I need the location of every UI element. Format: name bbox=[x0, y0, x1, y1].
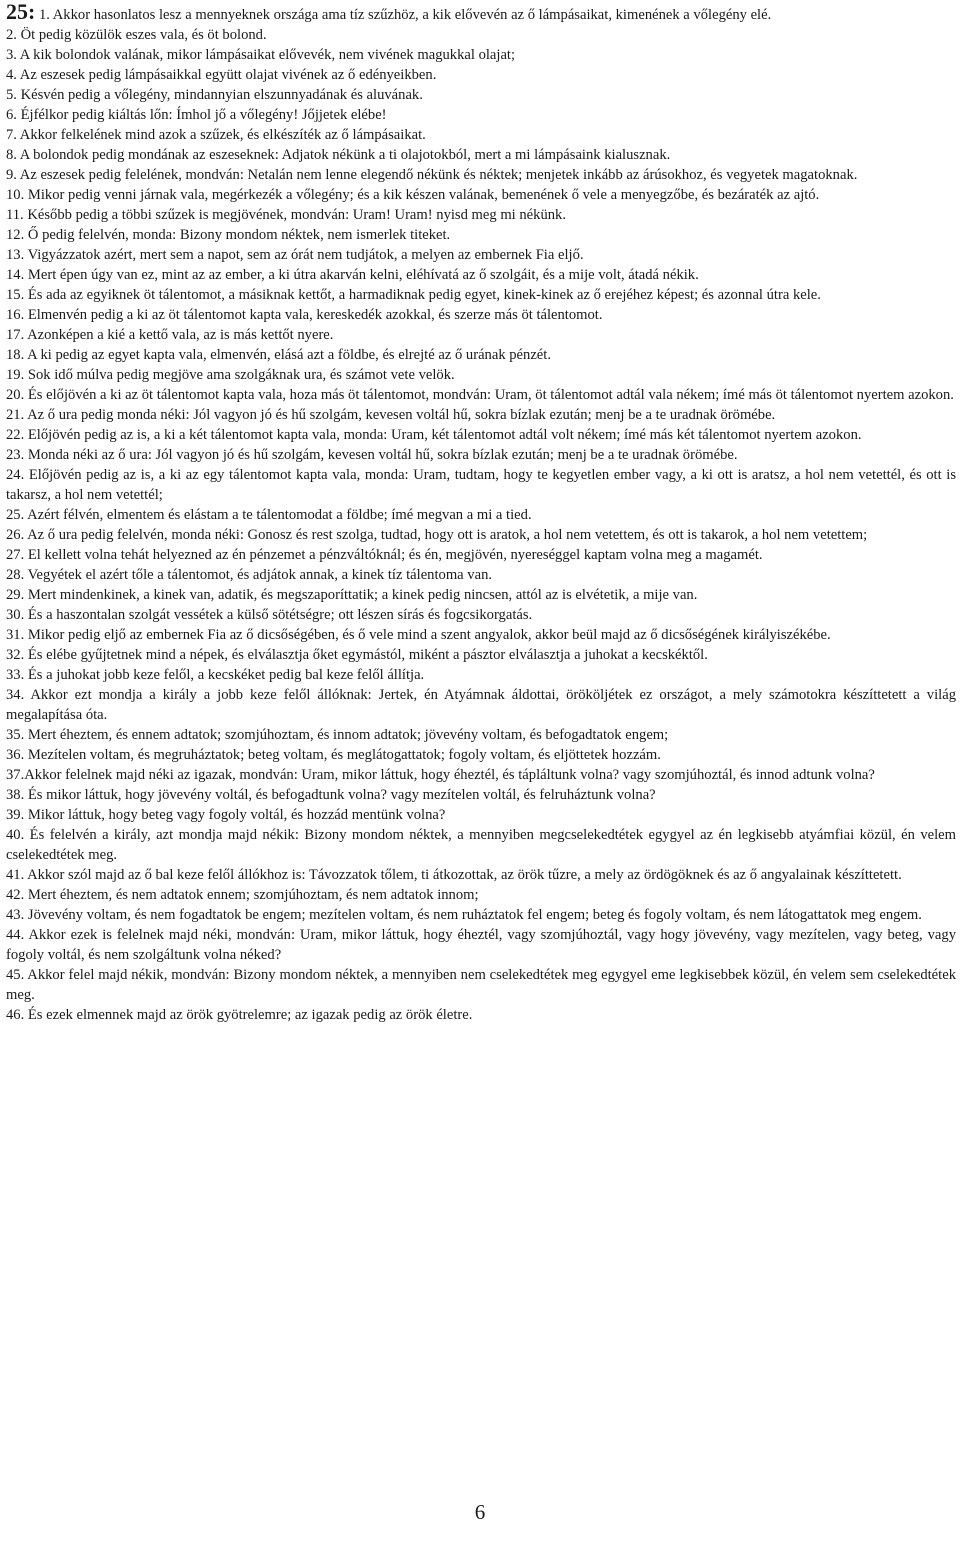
chapter-label: 25: bbox=[6, 0, 36, 24]
verse: 19. Sok idő múlva pedig megjöve ama szolgáknak ura, és számot vete velök. bbox=[6, 367, 455, 383]
verse: 44. Akkor ezek is felelnek majd néki, mondván: Uram, mikor láttuk, hogy éheztél, vagy szomjúhoztál, vagy hogy jövevény, vagy mezítelen, vagy beteg, vagy fogoly voltál, és nem szolgáltunk volna néked? bbox=[6, 927, 956, 963]
verse: 9. Az eszesek pedig felelének, mondván: Netalán nem lenne elegendő nékünk és néktek; menjetek inkább az árúsokhoz, és vegyetek magatoknak. bbox=[6, 167, 858, 183]
verse: 29. Mert mindenkinek, a kinek van, adatik, és megszaporíttatik; a kinek pedig nincsen, attól az is elvétetik, a mije van. bbox=[6, 587, 698, 603]
verse: 41. Akkor szól majd az ő bal keze felől állókhoz is: Távozzatok tőlem, ti átkozottak, az örök tűzre, a mely az ördögöknek és az ő angyalainak készíttetett. bbox=[6, 867, 902, 883]
verse: 28. Vegyétek el azért tőle a tálentomot, és adjátok annak, a kinek tíz tálentoma van. bbox=[6, 567, 493, 583]
verse: 32. És elébe gyűjtetnek mind a népek, és elválasztja őket egymástól, miként a pásztor elválasztja a juhokat a kecskéktől. bbox=[6, 647, 708, 663]
verse: 31. Mikor pedig eljő az embernek Fia az ő dicsőségében, és ő vele mind a szent angyalok, akkor beül majd az ő dicsőségének királyiszékébe. bbox=[6, 627, 831, 643]
verse: 7. Akkor felkelének mind azok a szűzek, és elkészíték az ő lámpásaikat. bbox=[6, 127, 426, 143]
verse: 22. Előjövén pedig az is, a ki a két tálentomot kapta vala, monda: Uram, két tálentomot adtál volt nékem; ímé más két tálentomot nyertem azokon. bbox=[6, 427, 862, 443]
verse: 14. Mert épen úgy van ez, mint az az ember, a ki útra akarván kelni, eléhívatá az ő szolgáit, és a mije volt, átadá nékik. bbox=[6, 267, 699, 283]
verse: 34. Akkor ezt mondja a király a jobb keze felől állóknak: Jertek, én Atyámnak áldottai, örököljétek ez országot, a mely számotokra készíttetett a világ megalapítása óta. bbox=[6, 687, 956, 723]
verse: 17. Azonképen a kié a kettő vala, az is más kettőt nyere. bbox=[6, 327, 334, 343]
verse: 45. Akkor felel majd nékik, mondván: Bizony mondom néktek, a mennyiben nem cselekedtétek meg egygyel eme legkisebbek közül, én velem sem cselekedtétek meg. bbox=[6, 967, 956, 1003]
verse: 16. Elmenvén pedig a ki az öt tálentomot kapta vala, kereskedék azokkal, és szerze más öt tálentomot. bbox=[6, 307, 603, 323]
verse: 40. És felelvén a király, azt mondja majd nékik: Bizony mondom néktek, a mennyiben megcselekedtétek egygyel az én legkisebb atyámfiai közül, én velem cselekedtétek meg. bbox=[6, 827, 956, 863]
verse: 6. Éjfélkor pedig kiáltás lőn: Ímhol jő a vőlegény! Jőjjetek elébe! bbox=[6, 107, 387, 123]
verse: 27. El kellett volna tehát helyezned az én pénzemet a pénzváltóknál; és én, megjövén, nyereséggel kaptam volna meg a magamét. bbox=[6, 547, 763, 563]
page-number: 6 bbox=[474, 1500, 486, 1524]
verse: 43. Jövevény voltam, és nem fogadtatok be engem; mezítelen voltam, és nem ruháztatok fel engem; beteg és fogoly voltam, és nem látogattatok meg engem. bbox=[6, 907, 922, 923]
verse: 38. És mikor láttuk, hogy jövevény voltál, és befogadtunk volna? vagy mezítelen voltál, és felruháztunk volna? bbox=[6, 787, 656, 803]
verse: 39. Mikor láttuk, hogy beteg vagy fogoly voltál, és hozzád mentünk volna? bbox=[6, 807, 446, 823]
verse: 24. Előjövén pedig az is, a ki az egy tálentomot kapta vala, monda: Uram, tudtam, hogy te kegyetlen ember vagy, a ki ott is aratsz, a hol nem vetettél, és ott is takarsz, a hol nem vetettél; bbox=[6, 467, 956, 503]
verse: 13. Vigyázzatok azért, mert sem a napot, sem az órát nem tudjátok, a melyen az embernek Fia eljő. bbox=[6, 247, 584, 263]
verse: 46. És ezek elmennek majd az örök gyötrelemre; az igazak pedig az örök életre. bbox=[6, 1007, 473, 1023]
verse: 5. Késvén pedig a vőlegény, mindannyian elszunnyadának és aluvának. bbox=[6, 87, 423, 103]
verse: 30. És a haszontalan szolgát vessétek a külső sötétségre; ott lészen sírás és fogcsikorgatás. bbox=[6, 607, 533, 623]
verse: 42. Mert éheztem, és nem adtatok ennem; szomjúhoztam, és nem adtatok innom; bbox=[6, 887, 479, 903]
verse: 33. És a juhokat jobb keze felől, a kecskéket pedig bal keze felől állítja. bbox=[6, 667, 425, 683]
verse: 35. Mert éheztem, és ennem adtatok; szomjúhoztam, és innom adtatok; jövevény voltam, és befogadtatok engem; bbox=[6, 727, 669, 743]
verse: 21. Az ő ura pedig monda néki: Jól vagyon jó és hű szolgám, kevesen voltál hű, sokra bízlak ezután; menj be a te uradnak örömébe. bbox=[6, 407, 776, 423]
chapter-text bbox=[6, 2, 956, 1025]
verse: 20. És előjövén a ki az öt tálentomot kapta vala, hoza más öt tálentomot, mondván: Uram, öt tálentomot adtál vala nékem; ímé más öt tálentomot nyertem azokon. bbox=[6, 387, 954, 403]
verse: 4. Az eszesek pedig lámpásaikkal együtt olajat vivének az ő edényeikben. bbox=[6, 67, 437, 83]
verse: 37.Akkor felelnek majd néki az igazak, mondván: Uram, mikor láttuk, hogy éheztél, és tápláltunk volna? vagy szomjúhoztál, és innod adtunk volna? bbox=[6, 767, 875, 783]
verse: 25. Azért félvén, elmentem és elástam a te tálentomodat a földbe; ímé megvan a mi a tied. bbox=[6, 507, 532, 523]
verse: 12. Ő pedig felelvén, monda: Bizony mondom néktek, nem ismerlek titeket. bbox=[6, 227, 451, 243]
verse: 2. Öt pedig közülök eszes vala, és öt bolond. bbox=[6, 27, 267, 43]
verse: 10. Mikor pedig venni járnak vala, megérkezék a vőlegény; és a kik készen valának, bemenének ő vele a menyegzőbe, és bezáraték az ajtó. bbox=[6, 187, 820, 203]
verse: 26. Az ő ura pedig felelvén, monda néki: Gonosz és rest szolga, tudtad, hogy ott is aratok, a hol nem vetettem, és ott is takarok, a hol nem vetettem; bbox=[6, 527, 868, 543]
verse: 8. A bolondok pedig mondának az eszeseknek: Adjatok nékünk a ti olajotokból, mert a mi lámpásaink kialusznak. bbox=[6, 147, 671, 163]
verse: 3. A kik bolondok valának, mikor lámpásaikat elővevék, nem vivének magukkal olajat; bbox=[6, 47, 516, 63]
verse: 11. Később pedig a többi szűzek is megjövének, mondván: Uram! Uram! nyisd meg mi nékünk. bbox=[6, 207, 566, 223]
verse: 1. Akkor hasonlatos lesz a mennyeknek országa ama tíz szűzhöz, a kik elővevén az ő lámpásaikat, kimenének a vőlegény elé. bbox=[38, 7, 772, 23]
verse-1-line bbox=[6, 2, 956, 25]
verse: 18. A ki pedig az egyet kapta vala, elmenvén, elásá azt a földbe, és elrejté az ő urának pénzét. bbox=[6, 347, 551, 363]
verse: 15. És ada az egyiknek öt tálentomot, a másiknak kettőt, a harmadiknak pedig egyet, kinek-kinek az ő erejéhez képest; és azonnal útra kele. bbox=[6, 287, 821, 303]
verse: 23. Monda néki az ő ura: Jól vagyon jó és hű szolgám, kevesen voltál hű, sokra bízlak ezután; menj be a te uradnak örömébe. bbox=[6, 447, 738, 463]
verse: 36. Mezítelen voltam, és megruháztatok; beteg voltam, és meglátogattatok; fogoly voltam, és eljöttetek hozzám. bbox=[6, 747, 661, 763]
